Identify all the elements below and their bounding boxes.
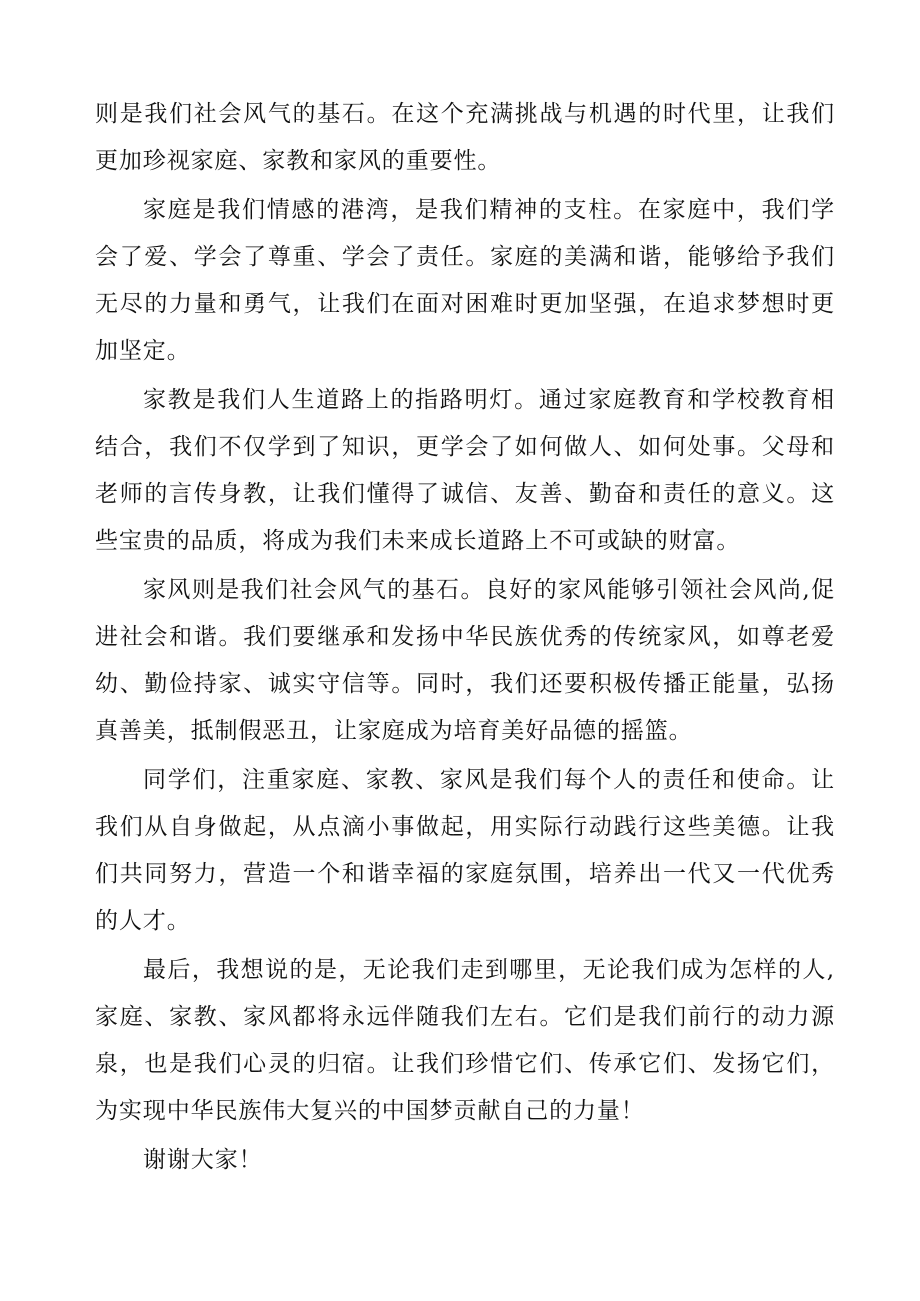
paragraph-family-tradition: 家风则是我们社会风气的基石。良好的家风能够引领社会风尚,促进社会和谐。我们要继承和发扬中华民族优秀的传统家风，如尊老爱幼、勤俭持家、诚实守信等。同时，我们还要积极传播正能量，弘扬真善美，抵制假恶丑，让家庭成为培育美好品德的摇篮。	[95, 577, 835, 744]
paragraph-continuation: 则是我们社会风气的基石。在这个充满挑战与机遇的时代里，让我们更加珍视家庭、家教和家风的重要性。	[95, 101, 835, 174]
paragraph-family: 家庭是我们情感的港湾，是我们精神的支柱。在家庭中，我们学会了爱、学会了尊重、学会了责任。家庭的美满和谐，能够给予我们无尽的力量和勇气，让我们在面对困难时更加坚强，在追求梦想时更加坚定。	[95, 197, 835, 364]
document-body	[95, 91, 835, 1184]
paragraph-conclusion: 最后，我想说的是，无论我们走到哪里，无论我们成为怎样的人,家庭、家教、家风都将永远伴随我们左右。它们是我们前行的动力源泉，也是我们心灵的归宿。让我们珍惜它们、传承它们、发扬它们，为实现中华民族伟大复兴的中国梦贡献自己的力量！	[95, 957, 835, 1124]
paragraph-family-education: 家教是我们人生道路上的指路明灯。通过家庭教育和学校教育相结合，我们不仅学到了知识，更学会了如何做人、如何处事。父母和老师的言传身教，让我们懂得了诚信、友善、勤奋和责任的意义。这些宝贵的品质，将成为我们未来成长道路上不可或缺的财富。	[95, 387, 835, 554]
paragraph-thanks: 谢谢大家！	[143, 1147, 263, 1173]
paragraph-students: 同学们，注重家庭、家教、家风是我们每个人的责任和使命。让我们从自身做起，从点滴小事做起，用实际行动践行这些美德。让我们共同努力，营造一个和谐幸福的家庭氛围，培养出一代又一代优秀的人才。	[95, 767, 835, 934]
